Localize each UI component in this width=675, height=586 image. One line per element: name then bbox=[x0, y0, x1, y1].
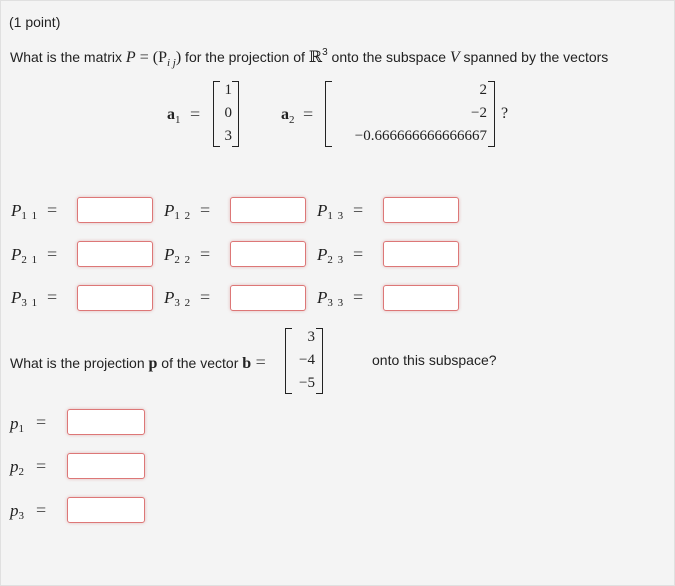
p31-label: P3 1 bbox=[11, 288, 39, 309]
equals-sign: = bbox=[190, 104, 201, 124]
bracket-right bbox=[488, 81, 495, 147]
proj2-label: p2 bbox=[10, 457, 25, 478]
equals-sign: = bbox=[200, 244, 211, 264]
bracket-right bbox=[232, 81, 239, 147]
p21-input[interactable] bbox=[77, 241, 153, 267]
equals-sign: = bbox=[36, 412, 47, 432]
b-entry: 3 bbox=[307, 329, 315, 345]
p32-input[interactable] bbox=[230, 285, 306, 311]
proj3-input[interactable] bbox=[67, 497, 145, 523]
equals-sign: = bbox=[353, 244, 364, 264]
p22-input[interactable] bbox=[230, 241, 306, 267]
a2-entry: 2 bbox=[479, 82, 487, 98]
a2-entry: −0.666666666666667 bbox=[354, 128, 487, 144]
equals-sign: = bbox=[303, 104, 314, 124]
p23-label: P2 3 bbox=[317, 245, 345, 266]
equals-sign: = bbox=[47, 200, 58, 220]
question-mark: ? bbox=[501, 105, 509, 122]
a1-entry: 0 bbox=[224, 105, 232, 121]
p22-label: P2 2 bbox=[164, 245, 192, 266]
proj1-input[interactable] bbox=[67, 409, 145, 435]
p33-label: P3 3 bbox=[317, 288, 345, 309]
p21-label: P2 1 bbox=[11, 245, 39, 266]
equals-sign: = bbox=[353, 200, 364, 220]
p23-input[interactable] bbox=[383, 241, 459, 267]
p32-label: P3 2 bbox=[164, 288, 192, 309]
question-projection: What is the projection p of the vector b = bbox=[10, 352, 266, 372]
equals-sign: = bbox=[353, 287, 364, 307]
p33-input[interactable] bbox=[383, 285, 459, 311]
equals-sign: = bbox=[47, 287, 58, 307]
p11-label: P1 1 bbox=[11, 201, 39, 222]
p12-label: P1 2 bbox=[164, 201, 192, 222]
proj3-label: p3 bbox=[10, 501, 25, 522]
equals-sign: = bbox=[200, 287, 211, 307]
equals-sign: = bbox=[200, 200, 211, 220]
p13-input[interactable] bbox=[383, 197, 459, 223]
p12-input[interactable] bbox=[230, 197, 306, 223]
p11-input[interactable] bbox=[77, 197, 153, 223]
a2-entry: −2 bbox=[471, 105, 487, 121]
equals-sign: = bbox=[36, 456, 47, 476]
question-projection-end: onto this subspace? bbox=[372, 352, 497, 368]
proj2-input[interactable] bbox=[67, 453, 145, 479]
question-matrix: What is the matrix $P = (P_{i j})$ for the projection of ℝ$^3$ onto the subspace V spanned by the vectors bbox=[10, 47, 609, 69]
equals-sign: = bbox=[36, 500, 47, 520]
p13-label: P1 3 bbox=[317, 201, 345, 222]
a1-entry: 3 bbox=[224, 128, 232, 144]
points-label: (1 point) bbox=[9, 14, 61, 30]
a1-entry: 1 bbox=[224, 82, 232, 98]
proj1-label: p1 bbox=[10, 414, 25, 435]
p31-input[interactable] bbox=[77, 285, 153, 311]
vector-a2-label: $a_2$ bbox=[281, 106, 295, 126]
b-entry: −4 bbox=[299, 352, 315, 368]
bracket-right bbox=[316, 328, 323, 394]
equals-sign: = bbox=[47, 244, 58, 264]
vector-a1-label: $a_1$ bbox=[167, 106, 181, 126]
b-entry: −5 bbox=[299, 375, 315, 391]
